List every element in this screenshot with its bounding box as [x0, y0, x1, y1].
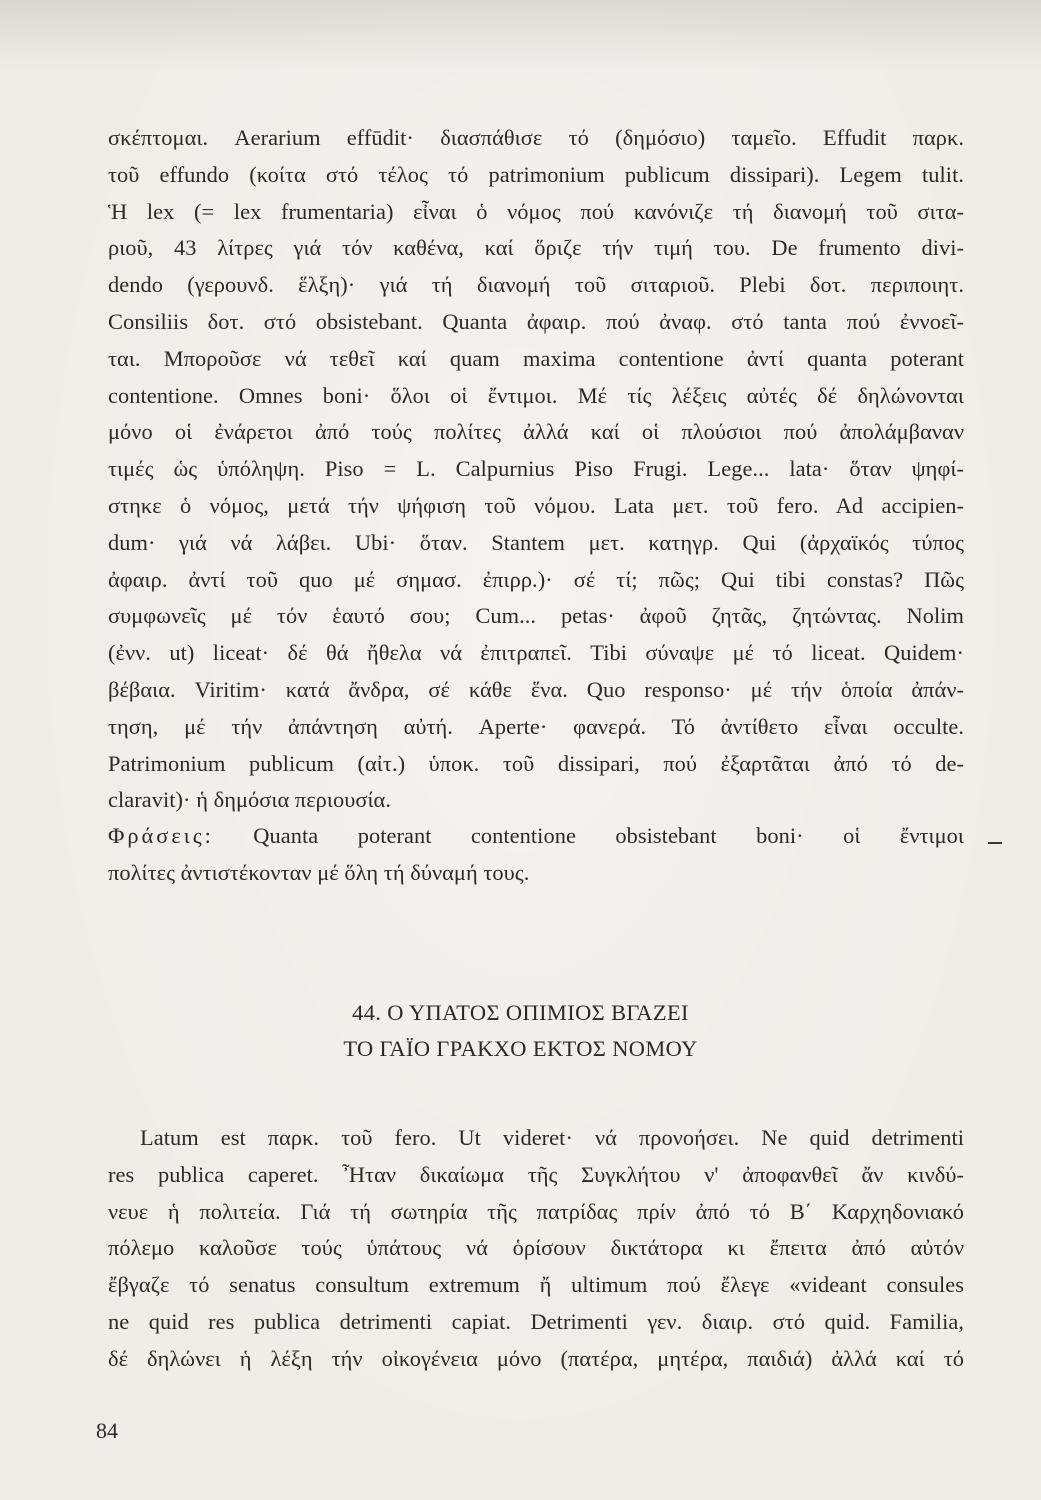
phrases-line: πολίτες ἀντιστέκονταν μέ ὅλη τή δύναμή τους.	[108, 859, 530, 885]
text-line: ἔβγαζε τό senatus consultum extremum ἤ ultimum πού ἔλεγε «videant consules	[108, 1272, 964, 1298]
text-line: ne quid res publica detrimenti capiat. Detrimenti γεν. διαιρ. στό quid. Familia,	[108, 1308, 964, 1334]
text-line: (ἐνν. ut) liceat· δέ θά ἤθελα νά ἐπιτραπεῖ. Tibi σύναψε μέ τό liceat. Quidem·	[108, 640, 964, 666]
text-line: δέ δηλώνει ἡ λέξη τήν οἰκογένεια μόνο (πατέρα, μητέρα, παιδιά) ἀλλά καί τό	[108, 1345, 964, 1371]
text-line: μόνο οἱ ἐνάρετοι ἀπό τούς πολίτες ἀλλά καί οἱ πλούσιοι πού ἀπολάμβαναν	[108, 419, 964, 445]
phrases-line	[108, 818, 964, 855]
text-line: res publica caperet. Ἦταν δικαίωμα τῆς Συγκλήτου ν' ἀποφανθεῖ ἄν κινδύ-	[108, 1161, 964, 1187]
page-number: 84	[96, 1418, 118, 1443]
text-line: σκέπτομαι. Aerarium effūdit· διασπάθισε τό (δημόσιο) ταμεῖο. Effudit παρκ.	[108, 125, 964, 150]
text-line: dum· γιά νά λάβει. Ubi· ὅταν. Stantem μετ. κατηγρ. Qui (ἀρχαϊκός τύπος	[108, 529, 964, 555]
text-line: βέβαια. Viritim· κατά ἄνδρα, σέ κάθε ἕνα. Quo responso· μέ τήν ὁποία ἀπάν-	[108, 676, 964, 702]
phrases-text: Quanta poterant contentione obsistebant boni· οἱ ἔντιμοι	[213, 823, 964, 848]
text-line: νευε ἡ πολιτεία. Γιά τή σωτηρία τῆς πατρίδας πρίν ἀπό τό Β΄ Καρχηδονιακό	[108, 1198, 964, 1224]
text-line: τοῦ effundo (κοίτα στό τέλος τό patrimonium publicum dissipari). Legem tulit.	[108, 161, 964, 187]
text-line: claravit)· ἡ δημόσια περιουσία.	[108, 787, 391, 813]
text-line: dendo (γερουνδ. ἕλξη)· γιά τή διανομή τοῦ σιταριοῦ. Plebi δοτ. περιποιητ.	[108, 272, 964, 298]
text-line: ται. Μποροῦσε νά τεθεῖ καί quam maxima contentione ἀντί quanta poterant	[108, 345, 964, 371]
text-line: ριοῦ, 43 λίτρες γιά τόν καθένα, καί ὅριζε τήν τιμή του. De frumento divi-	[108, 235, 964, 261]
margin-mark	[988, 842, 1002, 844]
section-44-paragraph	[108, 1120, 964, 1378]
commentary-paragraph	[108, 120, 964, 819]
text-line: τηση, μέ τήν ἀπάντηση αὐτή. Aperte· φανερά. Τό ἀντίθετο εἶναι occulte.	[108, 713, 964, 739]
text-line: πόλεμο καλοῦσε τούς ὑπάτους νά ὁρίσουν δικτάτορα κι ἔπειτα ἀπό αὐτόν	[108, 1235, 964, 1261]
text-line: Latum est παρκ. τοῦ fero. Ut videret· νά προνοήσει. Ne quid detrimenti	[140, 1125, 964, 1150]
text-line: contentione. Omnes boni· ὅλοι οἱ ἔντιμοι. Μέ τίς λέξεις αὐτές δέ δηλώνονται	[108, 382, 964, 408]
text-line: Ἡ lex (= lex frumentaria) εἶναι ὁ νόμος πού κανόνιζε τή διανομή τοῦ σιτα-	[108, 198, 964, 224]
text-line: στηκε ὁ νόμος, μετά τήν ψήφιση τοῦ νόμου. Lata μετ. τοῦ fero. Ad accipien-	[108, 492, 964, 518]
section-heading: 44. Ο ΥΠΑΤΟΣ ΟΠΙΜΙΟΣ ΒΓΑΖΕΙ	[352, 1000, 689, 1025]
text-line: συμφωνεῖς μέ τόν ἑαυτό σου; Cum... petas· ἀφοῦ ζητᾶς, ζητώντας. Nolim	[108, 603, 964, 629]
phrases-label: Φράσεις:	[108, 823, 214, 848]
text-line: Patrimonium publicum (αἰτ.) ὑποκ. τοῦ dissipari, πού ἐξαρτᾶται ἀπό τό de-	[108, 750, 964, 776]
text-line: ἀφαιρ. ἀντί τοῦ quo μέ σημασ. ἐπιρρ.)· σέ τί; πῶς; Qui tibi constas? Πῶς	[108, 566, 964, 592]
text-line: Consiliis δοτ. στό obsistebant. Quanta ἀφαιρ. πού ἀναφ. στό tanta πού ἐννοεῖ-	[108, 308, 964, 334]
section-heading: ΤΟ ΓΑΪΟ ΓΡΑΚΧΟ ΕΚΤΟΣ ΝΟΜΟΥ	[343, 1036, 698, 1061]
scan-shadow	[0, 0, 1041, 70]
text-line: τιμές ὡς ὑπόληψη. Piso = L. Calpurnius Piso Frugi. Lege... lata· ὅταν ψηφί-	[108, 456, 964, 482]
phrases-paragraph	[108, 818, 964, 892]
